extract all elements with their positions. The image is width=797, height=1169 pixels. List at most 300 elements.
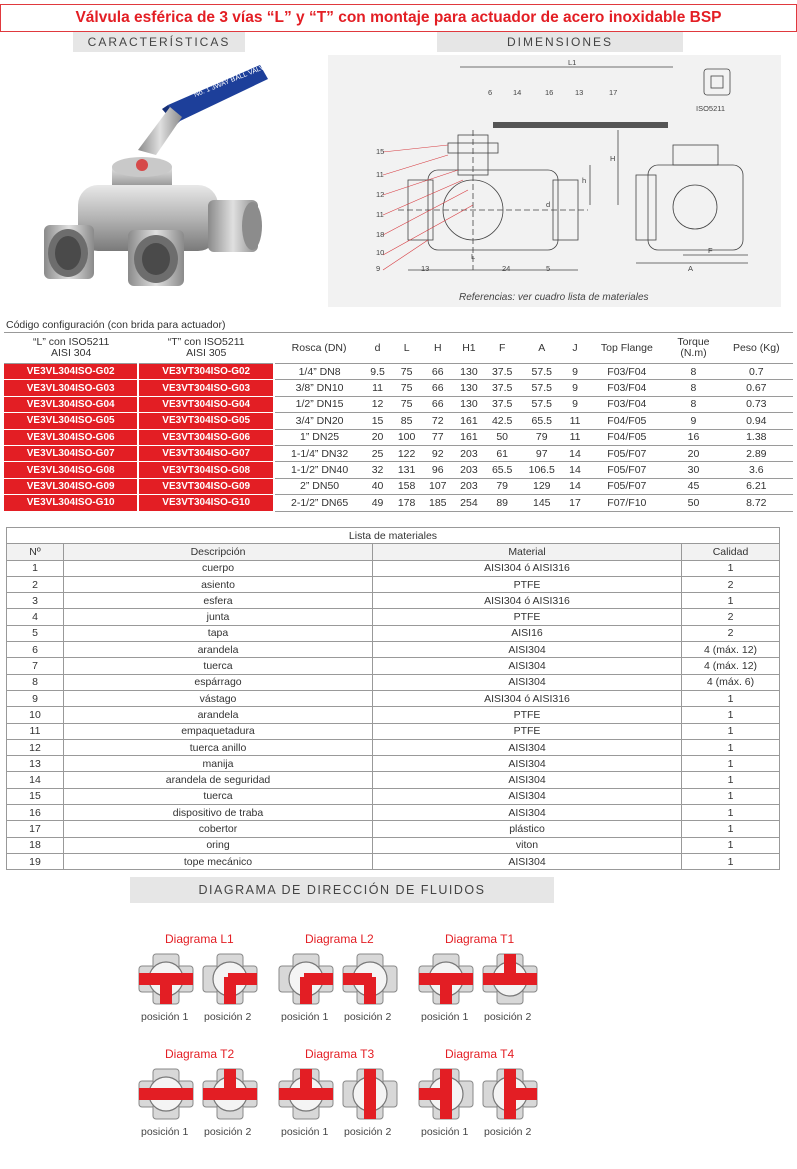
- table-cell: 17: [569, 496, 581, 509]
- col-J-header: J: [564, 333, 587, 364]
- table-cell: 14: [569, 447, 581, 460]
- table-cell: 254: [460, 496, 478, 509]
- table-row: [7, 821, 780, 837]
- table-cell: 18: [7, 837, 64, 853]
- table-row: [4, 462, 793, 478]
- table-cell: 14: [569, 480, 581, 493]
- table-row: [7, 658, 780, 674]
- valve-flow-icon: [417, 1067, 475, 1121]
- table-cell: tuerca anillo: [64, 739, 373, 755]
- table-cell: 75: [400, 382, 413, 395]
- part-number: 14: [513, 88, 522, 97]
- iso-label: ISO5211: [696, 104, 726, 113]
- product-code-cell: VE3VL304ISO-G07: [4, 445, 138, 461]
- table-cell: junta: [64, 609, 373, 625]
- product-code-cell: VE3VL304ISO-G10: [4, 495, 138, 511]
- table-cell: empaquetadura: [64, 723, 373, 739]
- torque-label: Torque: [677, 336, 710, 348]
- part-number: 11: [376, 170, 384, 179]
- position-1-label: posición 1: [421, 1011, 469, 1023]
- table-cell: tope mecánico: [64, 853, 373, 869]
- table-cell: 19: [7, 853, 64, 869]
- product-code-cell: VE3VT304ISO-G06: [138, 429, 274, 445]
- table-cell: 25: [371, 447, 384, 460]
- part-number: 9: [376, 264, 381, 273]
- diagram-label: Diagrama L2: [305, 932, 374, 946]
- table-row: [7, 625, 780, 641]
- part-number: 11: [376, 210, 384, 219]
- table-cell: 40: [371, 480, 384, 493]
- col-d-header: d: [364, 333, 391, 364]
- table-cell: 65.5: [491, 464, 513, 477]
- table-cell: AISI304: [373, 756, 682, 772]
- table-row: [7, 723, 780, 739]
- part-number: 15: [376, 147, 385, 156]
- table-cell: 2-1/2” DN65: [291, 496, 349, 509]
- table-cell: 57.5: [531, 365, 552, 378]
- table-cell: cuerpo: [64, 560, 373, 576]
- table-cell: 11: [569, 414, 581, 427]
- product-photo: [30, 55, 290, 305]
- flow-diagram-title: DIAGRAMA DE DIRECCIÓN DE FLUIDOS: [130, 877, 554, 903]
- table-cell: 37.5: [491, 398, 513, 411]
- materials-table: [6, 527, 780, 870]
- references-note: Referencias: ver cuadro lista de materiales: [459, 292, 649, 303]
- table-cell: arandela de seguridad: [64, 772, 373, 788]
- table-cell: 1: [682, 837, 780, 853]
- table-cell: 1/4” DN8: [298, 365, 341, 378]
- table-row: [7, 609, 780, 625]
- valve-flow-icon: [137, 952, 195, 1006]
- valve-flow-icon: [201, 952, 259, 1006]
- product-code-cell: VE3VT304ISO-G04: [138, 396, 274, 412]
- dim-label-a: A: [688, 264, 694, 273]
- diagram-label: Diagrama T1: [445, 932, 515, 946]
- table-cell: 6: [7, 642, 64, 658]
- table-cell: tapa: [64, 625, 373, 641]
- table-cell: PTFE: [373, 723, 682, 739]
- table-cell: 9: [690, 414, 697, 427]
- product-code-cell: VE3VL304ISO-G05: [4, 413, 138, 429]
- position-2-label: posición 2: [344, 1126, 392, 1138]
- table-cell: 17: [7, 821, 64, 837]
- table-cell: AISI304 ó AISI316: [373, 593, 682, 609]
- table-cell: AISI304: [373, 853, 682, 869]
- diagram-label: Diagrama T3: [305, 1047, 375, 1061]
- materials-caption: Lista de materiales: [7, 528, 780, 544]
- col-L-header: L: [391, 333, 422, 364]
- product-code-cell: VE3VT304ISO-G08: [138, 462, 274, 478]
- table-cell: 1: [682, 593, 780, 609]
- table-row: [7, 853, 780, 869]
- table-cell: 161: [460, 431, 478, 444]
- position-1-label: posición 1: [281, 1126, 329, 1138]
- page-title: Válvula esférica de 3 vías “L” y “T” con montaje para actuador de acero inoxidable BSP: [0, 4, 797, 32]
- table-cell: 61: [496, 447, 509, 460]
- table-cell: 1-1/2” DN40: [291, 464, 349, 477]
- table-cell: 106.5: [528, 464, 555, 477]
- table-cell: 185: [429, 496, 447, 509]
- part-number: 24: [502, 264, 511, 273]
- table-cell: 65.5: [531, 414, 552, 427]
- table-row: [4, 429, 793, 445]
- table-cell: 1: [682, 707, 780, 723]
- col-l-label: “L” con ISO5211: [33, 336, 110, 348]
- table-cell: 2.89: [746, 447, 767, 460]
- table-cell: 100: [397, 431, 416, 444]
- table-cell: 4 (máx. 12): [682, 658, 780, 674]
- table-row: [4, 380, 793, 396]
- section-characteristics-heading: CARACTERÍSTICAS: [73, 32, 245, 52]
- product-code-cell: VE3VT304ISO-G02: [138, 364, 274, 380]
- table-cell: 8.72: [746, 496, 767, 509]
- col-A-header: A: [520, 333, 564, 364]
- position-2-label: posición 2: [484, 1011, 532, 1023]
- table-cell: 37.5: [491, 382, 513, 395]
- part-number: 6: [488, 88, 493, 97]
- table-cell: 1: [7, 560, 64, 576]
- table-cell: 66: [431, 365, 444, 378]
- table-cell: 0.94: [746, 414, 767, 427]
- table-cell: asiento: [64, 576, 373, 592]
- table-cell: AISI304: [373, 788, 682, 804]
- table-cell: 11: [372, 382, 384, 395]
- table-cell: 145: [533, 496, 551, 509]
- table-cell: 12: [7, 739, 64, 755]
- table-cell: AISI304 ó AISI316: [373, 690, 682, 706]
- mat-col-description: Descripción: [64, 544, 373, 560]
- table-cell: 57.5: [531, 398, 552, 411]
- position-2-label: posición 2: [204, 1126, 252, 1138]
- table-cell: 1: [682, 690, 780, 706]
- table-cell: 32: [371, 464, 384, 477]
- table-row: [7, 756, 780, 772]
- section-dimensions-heading: DIMENSIONES: [437, 32, 683, 52]
- part-number: 18: [376, 230, 385, 239]
- table-row: [7, 690, 780, 706]
- product-code-cell: VE3VT304ISO-G05: [138, 413, 274, 429]
- table-row: [7, 837, 780, 853]
- table-cell: 158: [397, 480, 416, 493]
- product-code-cell: VE3VL304ISO-G03: [4, 380, 138, 396]
- product-code-cell: VE3VT304ISO-G03: [138, 380, 274, 396]
- product-code-cell: VE3VT304ISO-G07: [138, 445, 274, 461]
- table-cell: 1/2” DN15: [295, 398, 344, 411]
- table-cell: 1-1/4” DN32: [291, 447, 349, 460]
- col-H-header: H: [422, 333, 453, 364]
- table-cell: 3/4” DN20: [295, 414, 344, 427]
- table-cell: 1: [682, 756, 780, 772]
- table-cell: 203: [460, 464, 478, 477]
- table-cell: arandela: [64, 707, 373, 723]
- table-cell: 1: [682, 560, 780, 576]
- table-cell: 14: [7, 772, 64, 788]
- dim-label-l1: L1: [568, 58, 577, 67]
- part-number: 17: [609, 88, 618, 97]
- table-cell: 1: [682, 821, 780, 837]
- table-row: [7, 739, 780, 755]
- table-cell: 130: [460, 365, 478, 378]
- table-cell: 131: [397, 464, 416, 477]
- table-cell: 9: [572, 382, 578, 395]
- table-cell: 7: [7, 658, 64, 674]
- table-cell: 30: [687, 464, 700, 477]
- table-cell: 178: [397, 496, 416, 509]
- table-cell: 50: [496, 431, 509, 444]
- table-cell: 13: [7, 756, 64, 772]
- part-number: 12: [376, 190, 385, 199]
- part-number: 13: [575, 88, 584, 97]
- table-cell: PTFE: [373, 576, 682, 592]
- table-cell: 9: [7, 690, 64, 706]
- table-cell: 10: [7, 707, 64, 723]
- table-row: [4, 364, 793, 380]
- table-cell: 203: [460, 447, 478, 460]
- product-code-cell: VE3VT304ISO-G10: [138, 495, 274, 511]
- table-cell: AISI304: [373, 772, 682, 788]
- table-row: [7, 642, 780, 658]
- product-code-cell: VE3VT304ISO-G09: [138, 478, 274, 494]
- table-cell: 3.6: [748, 464, 764, 477]
- table-cell: 1: [682, 853, 780, 869]
- diagram-label: Diagrama T2: [165, 1047, 235, 1061]
- product-code-cell: VE3VL304ISO-G09: [4, 478, 138, 494]
- table-cell: 20: [687, 447, 700, 460]
- table-cell: 1” DN25: [300, 431, 340, 444]
- table-cell: AISI16: [373, 625, 682, 641]
- table-cell: F03/F04: [607, 398, 647, 411]
- table-cell: 1.38: [746, 431, 767, 444]
- product-code-cell: VE3VL304ISO-G08: [4, 462, 138, 478]
- table-cell: PTFE: [373, 707, 682, 723]
- diagram-label: Diagrama L1: [165, 932, 234, 946]
- table-cell: 8: [690, 398, 697, 411]
- valve-flow-icon: [341, 1067, 399, 1121]
- table-cell: 4 (máx. 12): [682, 642, 780, 658]
- table-cell: 1: [682, 723, 780, 739]
- table-cell: 4 (máx. 6): [682, 674, 780, 690]
- product-code-cell: VE3VL304ISO-G04: [4, 396, 138, 412]
- table-cell: 42.5: [491, 414, 513, 427]
- table-cell: 107: [429, 480, 447, 493]
- spec-table: [4, 318, 793, 512]
- table-cell: 14: [569, 464, 581, 477]
- table-cell: 89: [496, 496, 509, 509]
- col-torque-header: [667, 333, 719, 364]
- table-cell: manija: [64, 756, 373, 772]
- table-cell: 15: [7, 788, 64, 804]
- table-row: [7, 805, 780, 821]
- valve-flow-icon: [277, 1067, 335, 1121]
- table-cell: 5: [7, 625, 64, 641]
- col-F-header: F: [485, 333, 520, 364]
- part-number: 10: [376, 248, 385, 257]
- table-cell: 75: [400, 365, 413, 378]
- col-top-flange-header: Top Flange: [586, 333, 667, 364]
- table-cell: 9.5: [370, 365, 385, 378]
- col-rosca-header: Rosca (DN): [274, 333, 364, 364]
- table-row: [7, 560, 780, 576]
- mat-col-quality: Calidad: [682, 544, 780, 560]
- table-cell: AISI304: [373, 674, 682, 690]
- position-2-label: posición 2: [484, 1126, 532, 1138]
- valve-flow-icon: [201, 1067, 259, 1121]
- position-1-label: posición 1: [141, 1011, 189, 1023]
- table-cell: 9: [572, 365, 578, 378]
- table-cell: 79: [535, 431, 548, 444]
- table-cell: dispositivo de traba: [64, 805, 373, 821]
- torque-unit: (N.m): [680, 347, 707, 359]
- table-cell: F05/F07: [607, 480, 647, 493]
- table-cell: F03/F04: [607, 365, 647, 378]
- product-code-cell: VE3VL304ISO-G06: [4, 429, 138, 445]
- table-cell: F03/F04: [607, 382, 647, 395]
- table-cell: 1: [682, 772, 780, 788]
- table-cell: 6.21: [746, 480, 767, 493]
- table-row: [4, 396, 793, 412]
- valve-flow-icon: [481, 952, 539, 1006]
- table-cell: viton: [373, 837, 682, 853]
- table-cell: 11: [569, 431, 581, 444]
- table-cell: F04/F05: [607, 414, 647, 427]
- table-row: [7, 593, 780, 609]
- table-cell: 122: [397, 447, 416, 460]
- table-cell: F07/F10: [607, 496, 647, 509]
- table-cell: 96: [431, 464, 444, 477]
- part-number: 16: [545, 88, 554, 97]
- col-l-header: [4, 333, 138, 364]
- table-cell: 2: [682, 576, 780, 592]
- col-t-sublabel: AISI 305: [186, 347, 227, 359]
- table-row: [4, 495, 793, 511]
- table-cell: 66: [431, 398, 444, 411]
- table-cell: AISI304: [373, 658, 682, 674]
- table-cell: 4: [7, 609, 64, 625]
- table-cell: 20: [371, 431, 384, 444]
- valve-flow-icon: [417, 952, 475, 1006]
- table-cell: tuerca: [64, 658, 373, 674]
- table-cell: AISI304: [373, 642, 682, 658]
- table-cell: 75: [400, 398, 413, 411]
- table-cell: 9: [572, 398, 578, 411]
- position-2-label: posición 2: [344, 1011, 392, 1023]
- part-number: 13: [421, 264, 430, 273]
- table-cell: 2: [682, 625, 780, 641]
- table-cell: 8: [7, 674, 64, 690]
- col-t-label: “T” con ISO5211: [167, 336, 245, 348]
- table-row: [4, 413, 793, 429]
- table-cell: AISI304 ó AISI316: [373, 560, 682, 576]
- table-cell: 0.7: [748, 365, 764, 378]
- table-cell: espárrago: [64, 674, 373, 690]
- product-code-cell: VE3VL304ISO-G02: [4, 364, 138, 380]
- valve-flow-icon: [341, 952, 399, 1006]
- table-cell: 130: [460, 382, 478, 395]
- config-caption: Código configuración (con brida para actuador): [4, 318, 793, 333]
- dim-label-l: L: [471, 252, 476, 261]
- table-cell: 57.5: [531, 382, 552, 395]
- diagram-label: Diagrama T4: [445, 1047, 515, 1061]
- dim-label-d: d: [546, 200, 551, 209]
- table-row: [7, 576, 780, 592]
- table-cell: cobertor: [64, 821, 373, 837]
- table-cell: 0.67: [746, 382, 767, 395]
- col-H1-header: H1: [453, 333, 484, 364]
- table-cell: AISI304: [373, 805, 682, 821]
- table-row: [7, 772, 780, 788]
- table-row: [4, 445, 793, 461]
- table-row: [7, 707, 780, 723]
- mat-col-number: Nº: [7, 544, 64, 560]
- position-1-label: posición 1: [421, 1126, 469, 1138]
- valve-flow-icon: [277, 952, 335, 1006]
- table-cell: plástico: [373, 821, 682, 837]
- dim-label-f: F: [708, 246, 713, 255]
- technical-drawing: [328, 55, 781, 307]
- table-cell: 161: [460, 414, 478, 427]
- table-cell: PTFE: [373, 609, 682, 625]
- position-1-label: posición 1: [281, 1011, 329, 1023]
- table-cell: 92: [431, 447, 444, 460]
- table-cell: oring: [64, 837, 373, 853]
- table-cell: 8: [690, 365, 697, 378]
- dim-label-h-small: h: [582, 176, 587, 185]
- table-cell: 1: [682, 788, 780, 804]
- table-cell: 72: [431, 414, 444, 427]
- part-number: 5: [546, 264, 551, 273]
- table-row: [4, 478, 793, 494]
- table-row: [7, 674, 780, 690]
- table-cell: 203: [460, 480, 478, 493]
- valve-flow-icon: [481, 1067, 539, 1121]
- table-cell: AISI304: [373, 739, 682, 755]
- col-t-header: [138, 333, 274, 364]
- table-cell: 2: [682, 609, 780, 625]
- table-cell: 16: [7, 805, 64, 821]
- table-cell: 15: [371, 414, 384, 427]
- table-cell: arandela: [64, 642, 373, 658]
- valve-flow-icon: [137, 1067, 195, 1121]
- col-l-sublabel: AISI 304: [51, 347, 92, 359]
- table-cell: F05/F07: [607, 464, 647, 477]
- table-cell: 77: [431, 431, 444, 444]
- table-cell: tuerca: [64, 788, 373, 804]
- dimension-drawing-panel: [328, 55, 781, 307]
- table-cell: 16: [687, 431, 700, 444]
- table-cell: 85: [400, 414, 413, 427]
- table-cell: 97: [535, 447, 548, 460]
- table-cell: vástago: [64, 690, 373, 706]
- table-cell: esfera: [64, 593, 373, 609]
- table-cell: F05/F07: [607, 447, 647, 460]
- table-cell: 79: [496, 480, 509, 493]
- table-cell: 49: [371, 496, 384, 509]
- table-cell: 66: [431, 382, 444, 395]
- table-cell: 129: [533, 480, 551, 493]
- col-peso-header: Peso (Kg): [720, 333, 793, 364]
- dim-label-h: H: [610, 154, 616, 163]
- table-row: [7, 788, 780, 804]
- table-cell: 3/8” DN10: [295, 382, 344, 395]
- table-cell: 0.73: [746, 398, 767, 411]
- table-cell: 45: [687, 480, 700, 493]
- handle-text: No. 1 3WAY BALL VALVE: [193, 62, 270, 99]
- table-cell: 3: [7, 593, 64, 609]
- table-cell: 11: [7, 723, 64, 739]
- table-cell: 2” DN50: [300, 480, 340, 493]
- table-cell: 1: [682, 739, 780, 755]
- table-cell: 12: [371, 398, 384, 411]
